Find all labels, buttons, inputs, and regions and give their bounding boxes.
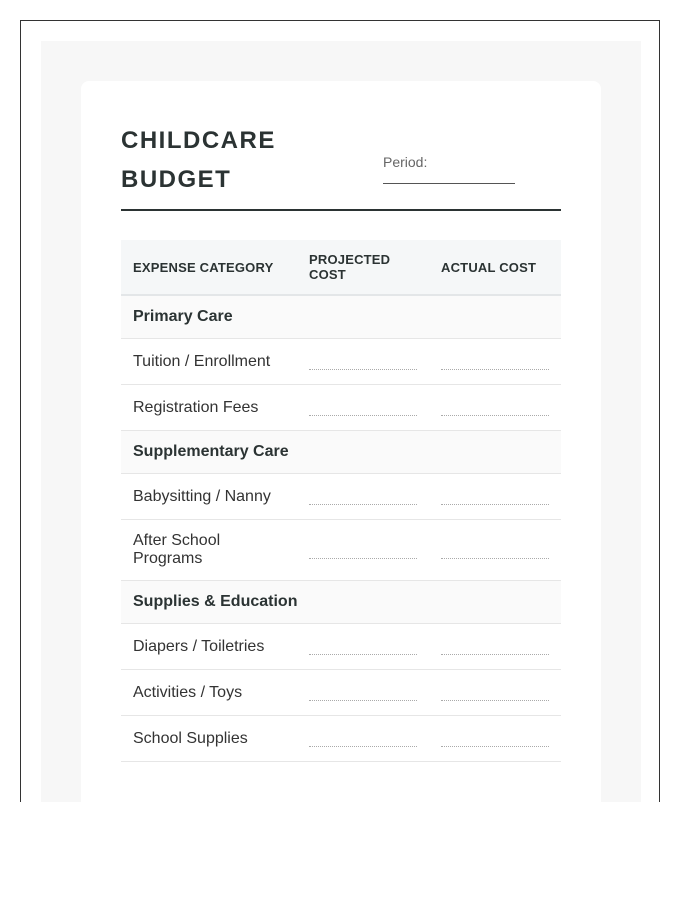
expense-label: Tuition / Enrollment xyxy=(121,339,297,385)
section-row xyxy=(121,581,561,624)
period-input-line[interactable] xyxy=(383,183,515,184)
actual-cost-input[interactable] xyxy=(441,700,549,701)
table-row xyxy=(121,520,561,581)
expense-label: Diapers / Toiletries xyxy=(121,624,297,670)
actual-cost-input[interactable] xyxy=(441,504,549,505)
projected-cost-input[interactable] xyxy=(309,504,417,505)
expense-label: After School Programs xyxy=(121,520,297,581)
section-row xyxy=(121,431,561,474)
table-row xyxy=(121,339,561,385)
column-header-expense-category: EXPENSE CATEGORY xyxy=(121,240,297,295)
projected-cost-input[interactable] xyxy=(309,558,417,559)
table-row xyxy=(121,385,561,431)
table-header-row xyxy=(121,240,561,295)
actual-cost-input[interactable] xyxy=(441,415,549,416)
projected-cost-input[interactable] xyxy=(309,415,417,416)
projected-cost-input[interactable] xyxy=(309,700,417,701)
table-row xyxy=(121,670,561,716)
document-header xyxy=(121,121,561,211)
projected-cost-input[interactable] xyxy=(309,746,417,747)
section-label: Supplementary Care xyxy=(121,431,561,474)
section-label: Primary Care xyxy=(121,295,561,339)
section-row xyxy=(121,295,561,339)
projected-cost-input[interactable] xyxy=(309,654,417,655)
expense-label: Babysitting / Nanny xyxy=(121,474,297,520)
actual-cost-input[interactable] xyxy=(441,369,549,370)
actual-cost-input[interactable] xyxy=(441,746,549,747)
projected-cost-input[interactable] xyxy=(309,369,417,370)
expense-label: Registration Fees xyxy=(121,385,297,431)
expense-label: Activities / Toys xyxy=(121,670,297,716)
actual-cost-input[interactable] xyxy=(441,558,549,559)
section-label: Supplies & Education xyxy=(121,581,561,624)
table-row xyxy=(121,474,561,520)
expense-label: School Supplies xyxy=(121,716,297,762)
period-field xyxy=(383,154,515,184)
period-label: Period: xyxy=(383,154,428,170)
table-row xyxy=(121,624,561,670)
table-row xyxy=(121,716,561,762)
budget-table xyxy=(121,240,561,762)
column-header-projected-cost: PROJECTED COST xyxy=(297,240,429,295)
actual-cost-input[interactable] xyxy=(441,654,549,655)
budget-sheet xyxy=(81,81,601,802)
document-title: CHILDCARE BUDGET xyxy=(121,127,276,193)
column-header-actual-cost: ACTUAL COST xyxy=(429,240,561,295)
